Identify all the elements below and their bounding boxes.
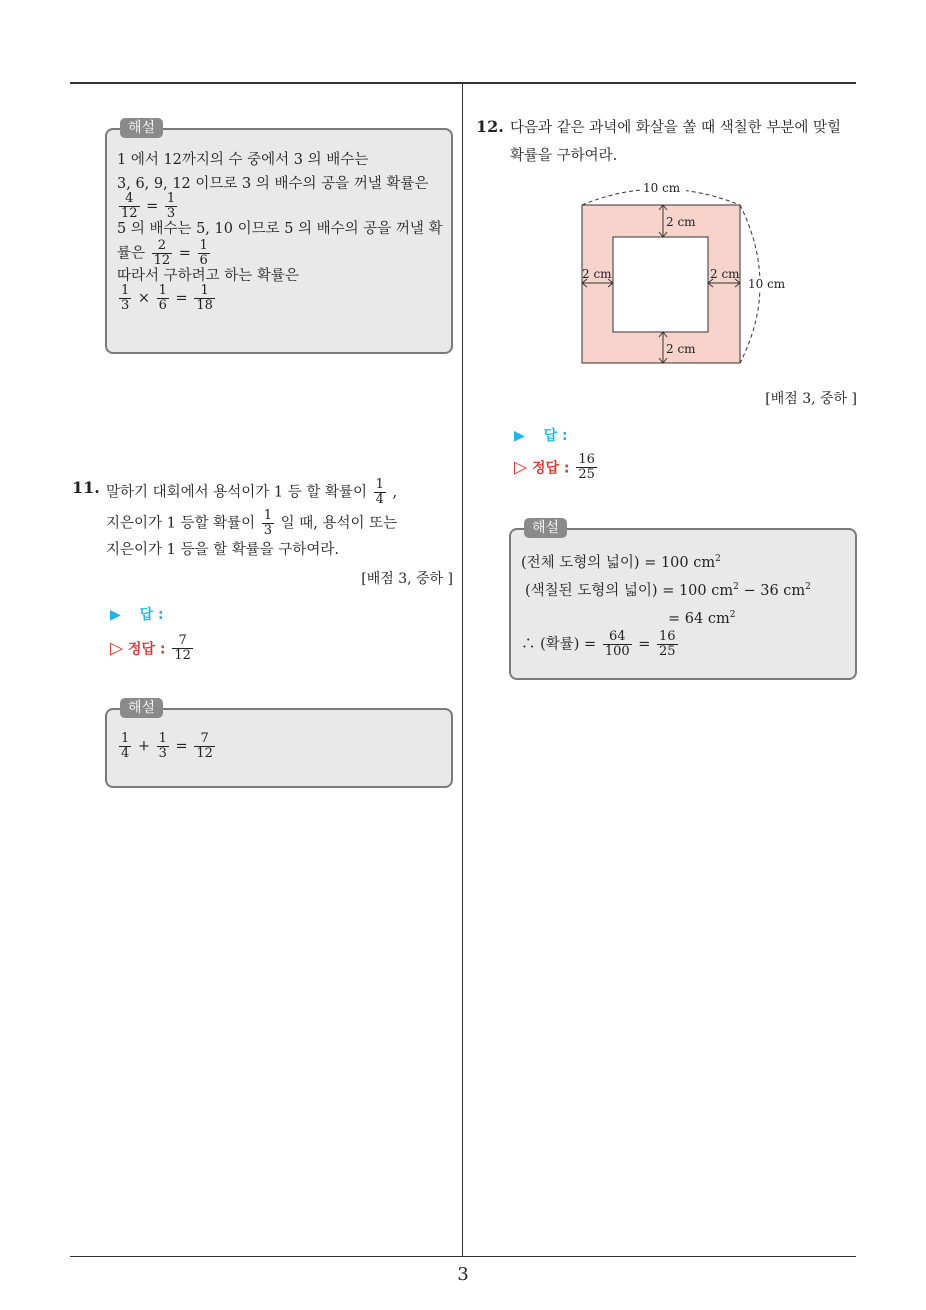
solution-line: = 64 $cm^2$ [668,609,736,627]
question-line: 말하기 대회에서 용석이가 1 등 할 확률이 $\frac{1}{4}$ , [106,477,398,507]
fraction: $\frac{1}{4}$ [121,731,130,761]
question-line: 확률을 구하여라. [510,148,618,164]
inner-square [613,237,708,332]
question-number-11: 11. [72,478,100,497]
correct-label: 정답 : [531,460,570,477]
answer-marker-icon: ▶ [110,607,121,623]
fraction: $\frac{1}{18}$ [196,283,213,313]
answer-row [514,425,568,445]
solution-line: 3, 6, 9, 12 이므로 3 의 배수의 공을 꺼낼 확률은 [117,176,429,192]
solution-tag: 해설 [120,698,163,718]
solution-q12-content [521,547,811,659]
score-meta: [배점 3, 중하 ] [765,391,857,407]
solution-line: (전체 도형의 넓이) = 100 $cm^2$ [521,554,721,571]
gap-left-label: 2 cm [582,267,612,281]
fraction: $\frac{1}{3}$ [263,508,273,538]
fraction: $\frac{2}{12}$ [153,238,171,268]
solution-tag: 해설 [120,118,163,138]
fraction: $\frac{1}{3}$ [158,731,167,761]
solution-line: ∴ (확률) = $\frac{64}{100}$ = $\frac{16}{25}$ [521,629,676,660]
fraction: $\frac{1}{6}$ [158,283,167,313]
solution-line: $\frac{4}{12}$ = $\frac{1}{3}$ [121,191,176,221]
answer-marker-icon: ▶ [514,428,525,444]
bottom-rule [70,1256,856,1257]
fraction: $\frac{4}{12}$ [121,191,138,221]
solution-q11-content: $\frac{1}{4}$ + $\frac{1}{3}$ = $\frac{7}{12}$ [121,731,213,761]
correct-answer-fraction: $\frac{7}{12}$ [174,633,191,663]
question-number-12: 12. [476,117,504,136]
fraction: $\frac{1}{3}$ [166,191,176,221]
correct-answer-row [110,634,195,663]
solution-q10-content [117,148,443,313]
gap-bottom-label: 2 cm [666,342,696,356]
solution-line: (색칠된 도형의 넓이) = 100 $cm^2 - 36$ $cm^2$ [525,581,811,599]
solution-line: 률은 $\frac{2}{12}$ = $\frac{1}{6}$ [117,238,208,268]
fraction: $\frac{1}{3}$ [121,283,130,313]
fraction: $\frac{1}{6}$ [199,238,208,268]
gap-top-label: 2 cm [666,215,696,229]
fraction: $\frac{64}{100}$ [604,629,630,660]
correct-marker-icon: ▷ [514,457,528,478]
fraction: $\frac{7}{12}$ [196,731,213,761]
top-length-label: 10 cm [643,181,681,195]
target-figure [570,175,790,375]
question-line: 다음과 같은 과녁에 화살을 쏠 때 색칠한 부분에 맞힐 [510,120,842,136]
right-length-label: 10 cm [748,277,786,291]
question-line: 지은이가 1 등을 할 확률을 구하여라. [106,542,339,558]
question-line: 지은이가 1 등할 확률이 $\frac{1}{3}$ 일 때, 용석이 또는 [106,508,398,538]
correct-answer-fraction: $\frac{16}{25}$ [578,452,595,482]
fraction: $\frac{1}{4}$ [375,477,384,507]
correct-label: 정답 : [127,641,166,658]
solution-line: 따라서 구하려고 하는 확률은 [117,268,299,284]
answer-label: 답 : [543,428,568,444]
solution-line: 5 의 배수는 5, 10 이므로 5 의 배수의 공을 꺼낼 확 [117,221,443,237]
correct-answer-row [514,453,599,482]
correct-marker-icon: ▷ [110,638,124,659]
gap-right-label: 2 cm [710,267,740,281]
answer-label: 답 : [139,607,164,623]
question-12-text [510,116,841,168]
fraction: $\frac{16}{25}$ [659,629,676,660]
top-rule [70,82,856,84]
solution-line: 1 에서 12까지의 수 중에서 3 의 배수는 [117,152,369,168]
solution-tag: 해설 [524,518,567,538]
page-number: 3 [457,1264,469,1285]
question-11-text [106,478,397,562]
score-meta: [배점 3, 중하 ] [361,571,453,587]
solution-line: $\frac{1}{3}$ × $\frac{1}{6}$ = $\frac{1}{18}$ [121,283,213,313]
answer-row [110,604,164,624]
column-divider [462,83,463,1257]
